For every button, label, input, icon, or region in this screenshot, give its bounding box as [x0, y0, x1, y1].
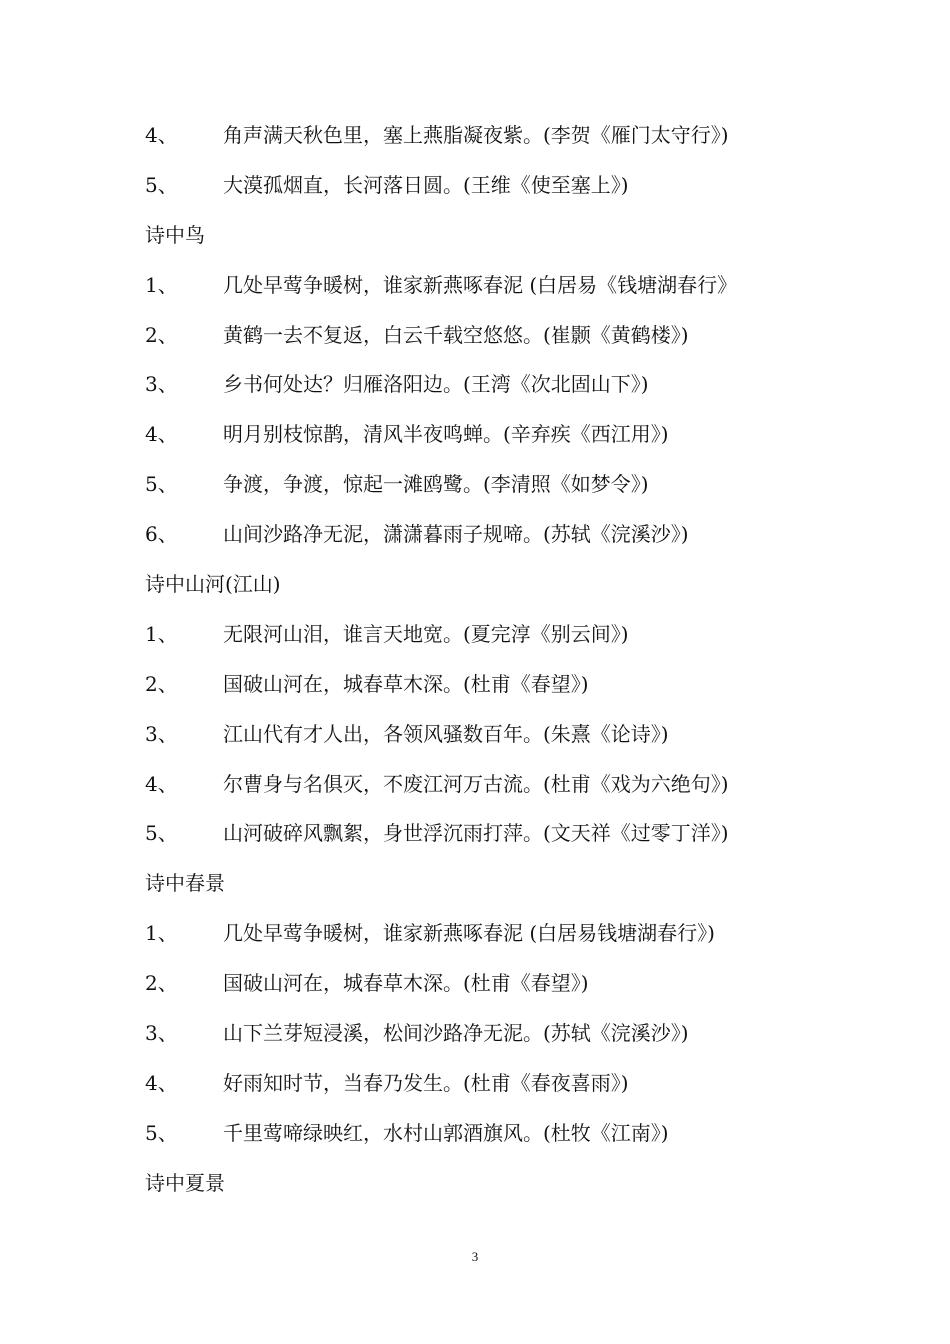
poem-line — [145, 760, 825, 810]
item-number: 4、 — [145, 123, 178, 147]
item-number: 5、 — [145, 1120, 178, 1145]
item-number: 6、 — [145, 522, 178, 547]
poem-quote: 山间沙路净无泥，潇潇暮雨子规啼。(苏轼《浣溪沙》) — [223, 522, 689, 547]
section-heading: 诗中鸟 — [145, 222, 205, 247]
poem-line — [145, 111, 825, 161]
poem-quote: 争渡，争渡，惊起一滩鸥鹭。(李清照《如梦令》) — [223, 472, 649, 497]
poem-quote: 好雨知时节，当春乃发生。(杜甫《春夜喜雨》) — [223, 1070, 629, 1095]
item-number: 5、 — [145, 472, 178, 497]
poem-quote: 大漠孤烟直，长河落日圆。(王维《使至塞上》) — [223, 172, 629, 197]
item-number: 1、 — [145, 272, 178, 297]
poem-quote: 江山代有才人出，各领风骚数百年。(朱熹《论诗》) — [223, 721, 669, 746]
poem-quote: 黄鹤一去不复返，白云千载空悠悠。(崔颢《黄鹤楼》) — [223, 322, 689, 347]
poem-line — [145, 1009, 825, 1059]
item-number: 5、 — [145, 821, 178, 846]
poem-line — [145, 610, 825, 660]
poem-quote: 几处早莺争暖树，谁家新燕啄春泥 (白居易《钱塘湖春行》 — [223, 272, 738, 297]
poem-line — [145, 510, 825, 560]
poem-quote: 山河破碎风飘絮，身世浮沉雨打萍。(文天祥《过零丁洋》) — [223, 821, 729, 846]
poem-line — [145, 1059, 825, 1109]
poem-quote: 国破山河在，城春草木深。(杜甫《春望》) — [223, 671, 589, 696]
poem-quote: 国破山河在，城春草木深。(杜甫《春望》) — [223, 971, 589, 996]
poem-quote: 山下兰芽短浸溪，松间沙路净无泥。(苏轼《浣溪沙》) — [223, 1021, 689, 1046]
item-number: 5、 — [145, 172, 178, 197]
poem-line — [145, 410, 825, 460]
poem-line — [145, 809, 825, 859]
item-number: 3、 — [145, 372, 178, 397]
section-heading: 诗中春景 — [145, 871, 225, 896]
poem-quote: 千里莺啼绿映红，水村山郭酒旗风。(杜牧《江南》) — [223, 1120, 669, 1145]
poem-quote: 明月别枝惊鹊，清风半夜鸣蝉。(辛弃疾《西江用》) — [223, 422, 669, 447]
item-number: 4、 — [145, 422, 178, 447]
item-number: 4、 — [145, 771, 178, 796]
poem-line — [145, 161, 825, 211]
item-number: 4、 — [145, 1070, 178, 1095]
item-number: 2、 — [145, 971, 178, 996]
poem-line — [145, 1109, 825, 1159]
item-number: 3、 — [145, 721, 178, 746]
item-number: 1、 — [145, 921, 178, 946]
document-body — [145, 111, 825, 1209]
poem-line — [145, 360, 825, 410]
item-number: 3、 — [145, 1021, 178, 1046]
item-number: 1、 — [145, 621, 178, 646]
poem-quote: 尔曹身与名俱灭，不废江河万古流。(杜甫《戏为六绝句》) — [223, 771, 729, 796]
section-heading-line — [145, 560, 825, 610]
item-number: 2、 — [145, 322, 178, 347]
poem-line — [145, 909, 825, 959]
poem-line — [145, 261, 825, 311]
page-number: 3 — [471, 1249, 479, 1264]
poem-quote: 乡书何处达？归雁洛阳边。(王湾《次北固山下》) — [223, 372, 649, 397]
poem-quote: 几处早莺争暖树，谁家新燕啄春泥 (白居易钱塘湖春行》) — [223, 921, 715, 946]
poem-quote: 角声满天秋色里，塞上燕脂凝夜紫。(李贺《雁门太守行》) — [223, 123, 729, 147]
item-number: 2、 — [145, 671, 178, 696]
poem-line — [145, 710, 825, 760]
section-heading-line — [145, 211, 825, 261]
section-heading: 诗中山河(江山) — [145, 572, 281, 597]
poem-quote: 无限河山泪，谁言天地宽。(夏完淳《别云间》) — [223, 621, 629, 646]
poem-line — [145, 959, 825, 1009]
section-heading-line — [145, 1159, 825, 1209]
poem-line — [145, 660, 825, 710]
section-heading-line — [145, 859, 825, 909]
section-heading: 诗中夏景 — [145, 1170, 225, 1195]
poem-line — [145, 311, 825, 361]
poem-line — [145, 460, 825, 510]
